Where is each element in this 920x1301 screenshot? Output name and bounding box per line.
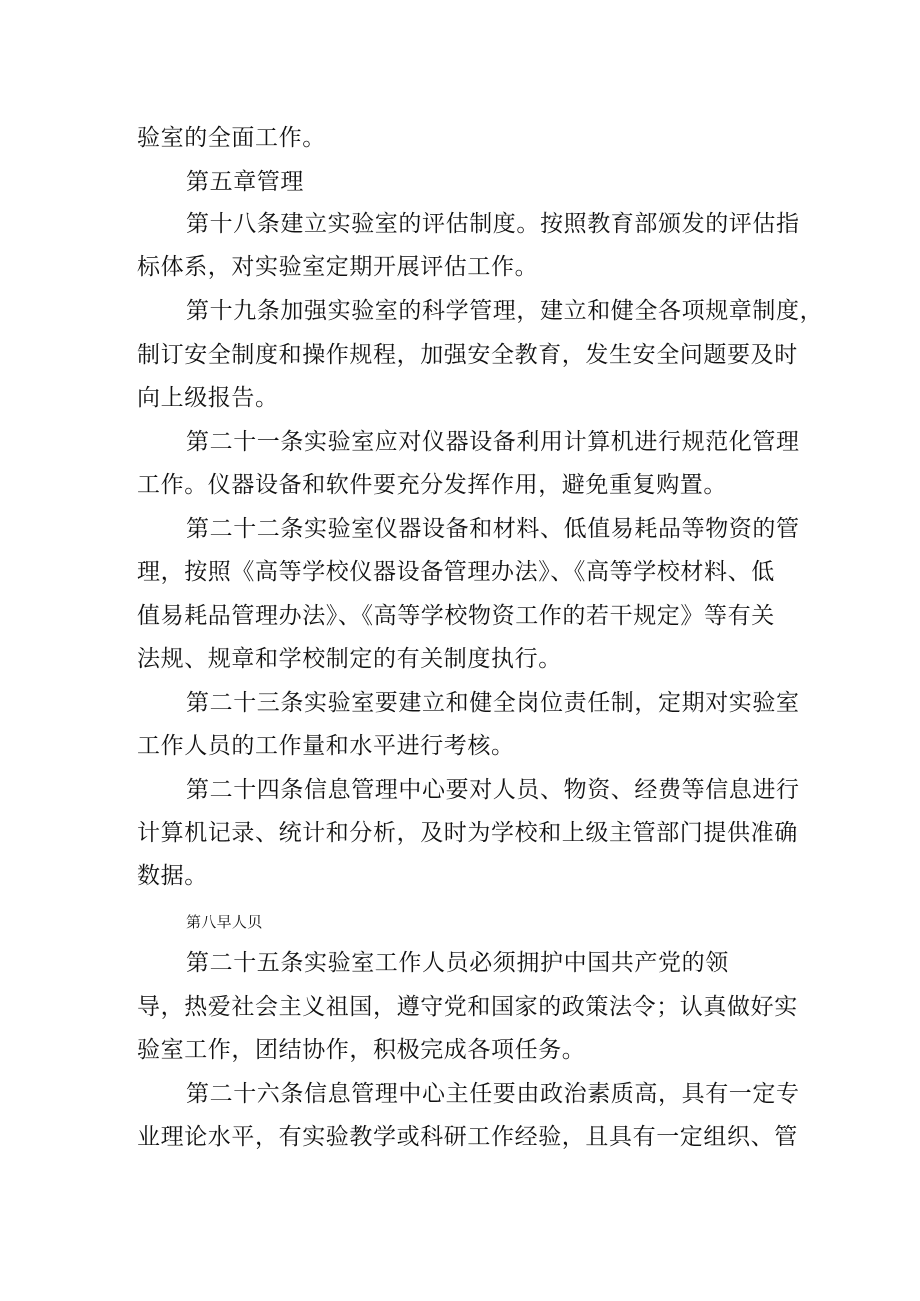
text-line: 计算机记录、统计和分析，及时为学校和上级主管部门提供准确: [137, 820, 798, 846]
text-line: 工作。仪器设备和软件要充分发挥作用，避免重复购置。: [137, 472, 727, 498]
text-line: 理，按照《高等学校仪器设备管理办法》、《高等学校材料、低: [137, 559, 775, 585]
text-line: 第十八条建立实验室的评估制度。按照教育部颁发的评估指: [186, 211, 800, 237]
text-line: 第二十三条实验室要建立和健全岗位责任制，定期对实验室: [186, 690, 800, 716]
text-line: 工作人员的工作量和水平进行考核。: [137, 733, 515, 759]
text-line: 第二十六条信息管理中心主任要由政治素质高，具有一定专: [186, 1081, 800, 1107]
text-line: 制订安全制度和操作规程，加强安全教育，发生安全问题要及时: [137, 342, 798, 368]
text-line: 业理论水平，有实验教学或科研工作经验，且具有一定组织、管: [137, 1124, 798, 1150]
text-line: 值易耗品管理办法》、《高等学校物资工作的若干规定》等有关: [137, 603, 775, 629]
text-line: 第二十四条信息管理中心要对人员、物资、经费等信息进行: [186, 777, 800, 803]
chapter-heading: 第五章管理: [186, 169, 304, 195]
text-line: 验室的全面工作。: [137, 125, 326, 151]
text-line: 验室工作，团结协作，积极完成各项任务。: [137, 1037, 586, 1063]
text-line: 导，热爱社会主义祖国，遵守党和国家的政策法令；认真做好实: [137, 994, 798, 1020]
text-line: 第二十五条实验室工作人员必须拥护中国共产党的领: [186, 950, 729, 976]
text-line: 向上级报告。: [137, 385, 279, 411]
text-line: 第二十二条实验室仪器设备和材料、低值易耗品等物资的管: [186, 516, 800, 542]
text-line: 第十九条加强实验室的科学管理，建立和健全各项规章制度，: [186, 298, 824, 324]
text-line: 数据。: [137, 863, 208, 889]
chapter-heading: 第八早人贝: [186, 913, 263, 931]
text-line: 标体系，对实验室定期开展评估工作。: [137, 254, 539, 280]
text-line: 法规、规章和学校制定的有关制度执行。: [137, 646, 562, 672]
text-line: 第二十一条实验室应对仪器设备利用计算机进行规范化管理: [186, 429, 800, 455]
